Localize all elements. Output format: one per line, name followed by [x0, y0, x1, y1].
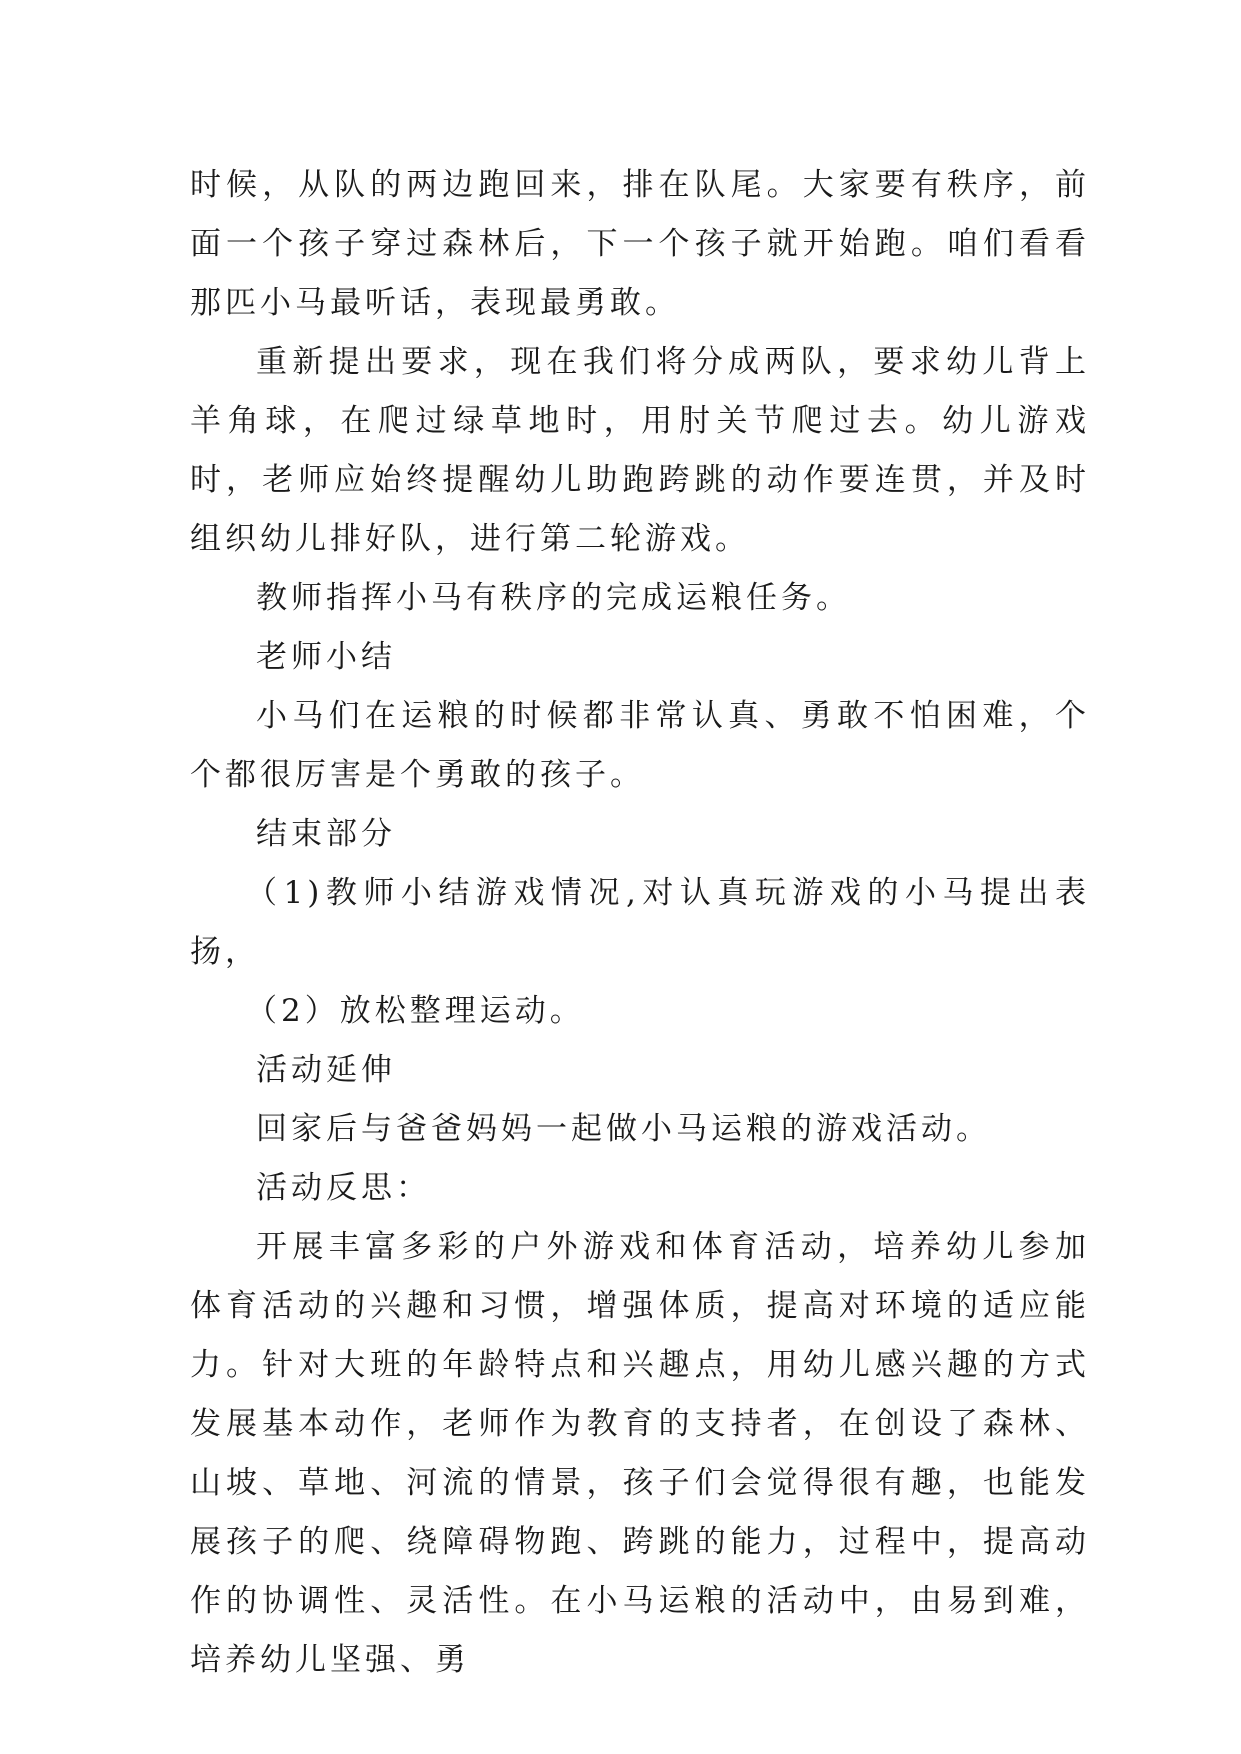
heading-extension: 活动延伸 [256, 1052, 396, 1088]
paragraph-reflection: 开展丰富多彩的户外游戏和体育活动，培养幼儿参加体育活动的兴趣和习惯，增强体质，提高对环境的适应能力。针对大班的年龄特点和兴趣点，用幼儿感兴趣的方式发展基本动作，老师作为教育的支持者，在创设了森林、山坡、草地、河流的情景，孩子们会觉得很有趣，也能发展孩子的爬、绕障碍物跑、跨跳的能力，过程中，提高动作的协调性、灵活性。在小马运粮的活动中，由易到难，培养幼儿坚强、勇 [190, 1229, 1090, 1678]
list-item-2: （2）放松整理运动。 [246, 993, 585, 1029]
paragraph-new-requirements: 重新提出要求，现在我们将分成两队，要求幼儿背上羊角球，在爬过绿草地时，用肘关节爬过去。幼儿游戏时，老师应始终提醒幼儿助跑跨跳的动作要连贯，并及时组织幼儿排好队，进行第二轮游戏。 [190, 344, 1090, 557]
document-body [190, 156, 1090, 1690]
heading-teacher-summary: 老师小结 [256, 639, 396, 675]
paragraph-teacher-directs: 教师指挥小马有秩序的完成运粮任务。 [256, 580, 851, 616]
heading-ending: 结束部分 [256, 816, 396, 852]
heading-reflection: 活动反思： [256, 1170, 431, 1206]
list-item-1: （1)教师小结游戏情况,对认真玩游戏的小马提出表扬， [190, 875, 1090, 970]
paragraph-continuation: 时候，从队的两边跑回来，排在队尾。大家要有秩序，前面一个孩子穿过森林后，下一个孩子就开始跑。咱们看看那匹小马最听话，表现最勇敢。 [190, 167, 1090, 321]
paragraph-extension: 回家后与爸爸妈妈一起做小马运粮的游戏活动。 [256, 1111, 991, 1147]
paragraph-summary: 小马们在运粮的时候都非常认真、勇敢不怕困难，个个都很厉害是个勇敢的孩子。 [190, 698, 1090, 793]
